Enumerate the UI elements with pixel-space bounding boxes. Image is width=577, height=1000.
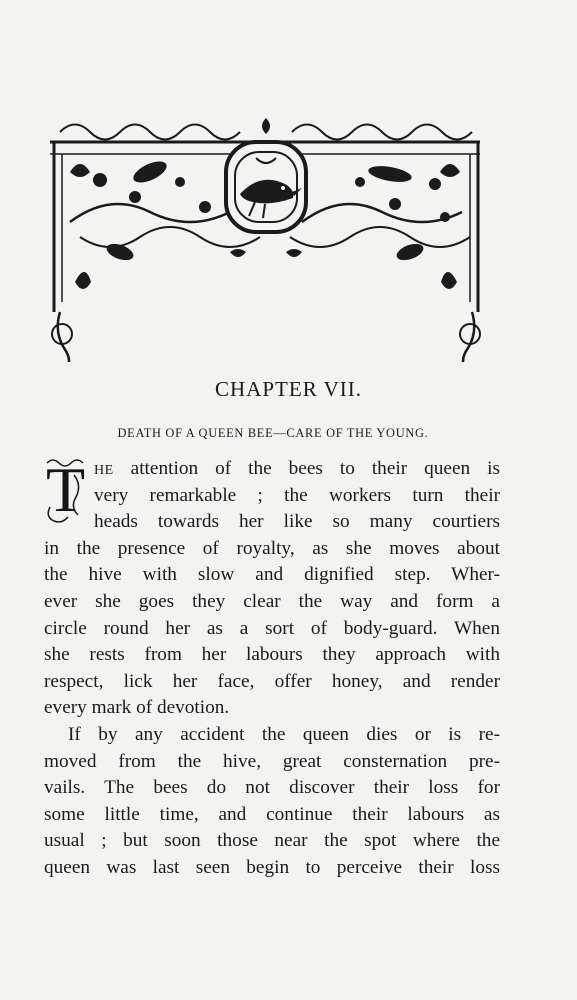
text-line: some little time, and continue their labours as <box>44 803 500 825</box>
text-line: ever she goes they clear the way and form a <box>44 590 500 612</box>
text-line: in the presence of royalty, as she moves about <box>44 537 500 559</box>
chapter-subtitle: DEATH OF A QUEEN BEE—CARE OF THE YOUNG. <box>117 426 429 440</box>
text-line: If by any accident the queen dies or is re- <box>68 723 500 745</box>
text-line: moved from the hive, great consternation pre- <box>44 750 500 772</box>
body-text <box>44 456 500 882</box>
text-line: heads towards her like so many courtiers <box>94 511 500 533</box>
text-line: vails. The bees do not discover their loss for <box>44 777 500 799</box>
text-line: very remarkable ; the workers turn their <box>94 484 500 506</box>
dropcap-smallcaps: HE <box>94 463 114 478</box>
ornamental-headpiece-icon <box>40 112 492 362</box>
text-line: she rests from her labours they approach with <box>44 644 500 666</box>
text-line: queen was last seen begin to perceive their loss <box>44 856 500 878</box>
text-line: every mark of devotion. <box>44 697 230 719</box>
chapter-title: CHAPTER VII. <box>215 377 362 401</box>
text-line: the hive with slow and dignified step. Wher- <box>44 564 500 586</box>
text-line: HE attention of the bees to their queen is <box>94 458 500 479</box>
text-line: respect, lick her face, offer honey, and render <box>44 670 500 692</box>
text-line: usual ; but soon those near the spot where the <box>44 830 500 852</box>
dropcap-letter: T <box>46 455 86 525</box>
text-line: circle round her as a sort of body-guard. When <box>44 617 500 639</box>
